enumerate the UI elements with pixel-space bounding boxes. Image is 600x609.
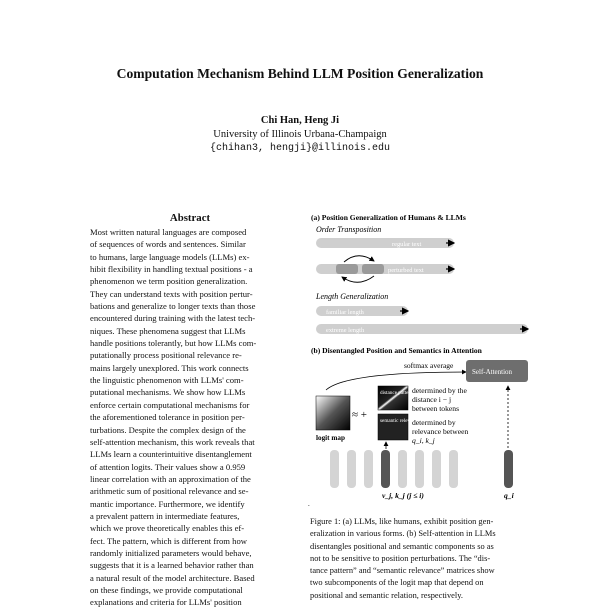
abstract-line: bations and generalize to longer texts than those	[90, 301, 256, 312]
caption-line: Figure 1: (a) LLMs, like humans, exhibit position gen-	[310, 517, 494, 526]
abstract-line: linear correlation with an approximation of the	[90, 473, 251, 484]
caption-line: positional and semantic relation, respectively.	[310, 590, 463, 600]
paper-affiliation: University of Illinois Urbana-Champaign	[213, 129, 387, 140]
det-distance-line-3: between tokens	[412, 404, 460, 413]
perturbed-text-label: perturbed text	[388, 267, 424, 274]
distance-pattern-label: distance pattern	[380, 390, 413, 396]
caption-line: tance pattern” and “semantic relevance” matrices show	[310, 566, 495, 576]
abstract-line: fect. The pattern, which is different from how	[90, 535, 247, 546]
caption-line: eralization in various forms. (b) Self-attention in LLMs	[310, 529, 496, 539]
det-semantic-line-2: relevance between	[412, 427, 469, 436]
abstract-line: to humans, large language models (LLMs) ex-	[90, 251, 250, 262]
abstract-line: They can understand texts with position pertur-	[90, 288, 253, 299]
abstract-line: which we prove theoretically enables this ef-	[90, 523, 245, 534]
abstract-line: explanations and criteria for LLMs' position	[90, 597, 242, 608]
order-transposition-label: Order Transposition	[316, 225, 382, 234]
token-bar	[364, 450, 373, 488]
det-distance-line-1: determined by the	[412, 386, 467, 395]
logit-map-image	[316, 396, 350, 430]
perturbed-block-1	[336, 264, 358, 274]
det-distance-line-2: distance i − j	[412, 395, 452, 404]
abstract-line: the linguistic phenomenon with LLMs' com-	[90, 375, 244, 386]
swap-arrow-bottom	[342, 276, 374, 282]
token-bar	[347, 450, 356, 488]
abstract-line: putationally process positional relevance re-	[90, 350, 242, 361]
abstract-line: niques. These phenomena suggest that LLMs	[90, 325, 246, 336]
regular-text-bar	[316, 238, 454, 248]
paper-title: Computation Mechanism Behind LLM Position Generalization	[116, 66, 484, 81]
abstract-line: a natural result of the model architecture. Based	[90, 572, 255, 583]
familiar-length-label: familiar length	[326, 309, 364, 316]
softmax-average-label: softmax average	[404, 361, 454, 370]
query-label: q_i	[504, 491, 514, 500]
abstract-line: suggests that it is a learned behavior rather than	[90, 560, 254, 571]
abstract-line: phenomenon we term position generalization.	[90, 276, 248, 287]
abstract-line: enforce certain computational mechanisms for	[90, 399, 250, 410]
token-bar	[398, 450, 407, 488]
token-bar	[449, 450, 458, 488]
abstract-line: mains largely unexplored. This work connects	[90, 362, 249, 373]
abstract-line: arithmetic sum of positional relevance and se-	[90, 486, 249, 497]
abstract-line: self-attention mechanism, this work reveals that	[90, 436, 255, 447]
abstract-line: LLMs learn a counterintuitive disentanglement	[90, 449, 252, 460]
figure-1	[306, 206, 536, 516]
caption-line: disentangles positional and semantic components so as	[310, 541, 494, 551]
abstract-line: a prevalent pattern in intermediate features,	[90, 510, 240, 521]
abstract-line: on these findings, we provide computational	[90, 584, 243, 595]
logit-map-label: logit map	[316, 434, 345, 442]
extreme-length-label: extreme length	[326, 327, 365, 334]
keys-label: v_j, k_j (j ≤ i)	[382, 491, 424, 500]
abstract-line: hibit flexibility in handling textual positions - a	[90, 264, 253, 275]
abstract-line: Most written natural languages are composed	[90, 227, 247, 237]
abstract-line: of sequences of words and sentences. Similar	[90, 239, 246, 250]
abstract-line: randomly initialized parameters would behave,	[90, 547, 252, 558]
abstract-line: handle positions tolerantly, but how LLMs com-	[90, 338, 257, 349]
swap-arrow-top	[344, 256, 374, 262]
token-bar	[330, 450, 339, 488]
token-bar	[415, 450, 424, 488]
approx-plus-sign: ≈ +	[352, 409, 367, 421]
abstract-line: the aforementioned tolerance in position per-	[90, 412, 245, 423]
perturbed-block-2	[362, 264, 384, 274]
abstract-line: turbations. Despite the complex design of the	[90, 424, 246, 435]
caption-line: not to be sensitive to position perturbations. The “dis-	[310, 553, 491, 563]
token-bar-selected	[381, 450, 390, 488]
abstract-line: encountered during training with the latest tech-	[90, 313, 256, 324]
self-attention-label: Self-Attention	[472, 368, 513, 376]
query-bar	[504, 450, 513, 488]
abstract-body	[90, 226, 290, 609]
length-generalization-label: Length Generalization	[316, 292, 389, 301]
panel-b-title: (b) Disentangled Position and Semantics in Attention	[311, 346, 482, 355]
token-bar	[432, 450, 441, 488]
regular-text-label: regular text	[392, 241, 422, 248]
det-semantic-line-1: determined by	[412, 418, 456, 427]
caption-line: two subcomponents of the logit map that depend on	[310, 578, 484, 588]
semantic-relevance-label: semantic relevance	[380, 418, 420, 424]
abstract-line: mantic importance. Furthermore, we identify	[90, 498, 245, 509]
paper-email: {chihan3, hengji}@illinois.edu	[209, 143, 391, 154]
figure-caption	[310, 516, 532, 602]
abstract-heading: Abstract	[169, 212, 211, 224]
abstract-line: of attention logits. Their values show a 0.959	[90, 461, 246, 472]
figure-dot: .	[308, 500, 310, 508]
paper-authors: Chi Han, Heng Ji	[260, 115, 340, 126]
abstract-line: putational mechanisms. We show how LLMs	[90, 387, 246, 398]
panel-a-title: (a) Position Generalization of Humans & LLMs	[311, 213, 466, 222]
det-semantic-line-3: q_i, k_j	[412, 436, 435, 445]
